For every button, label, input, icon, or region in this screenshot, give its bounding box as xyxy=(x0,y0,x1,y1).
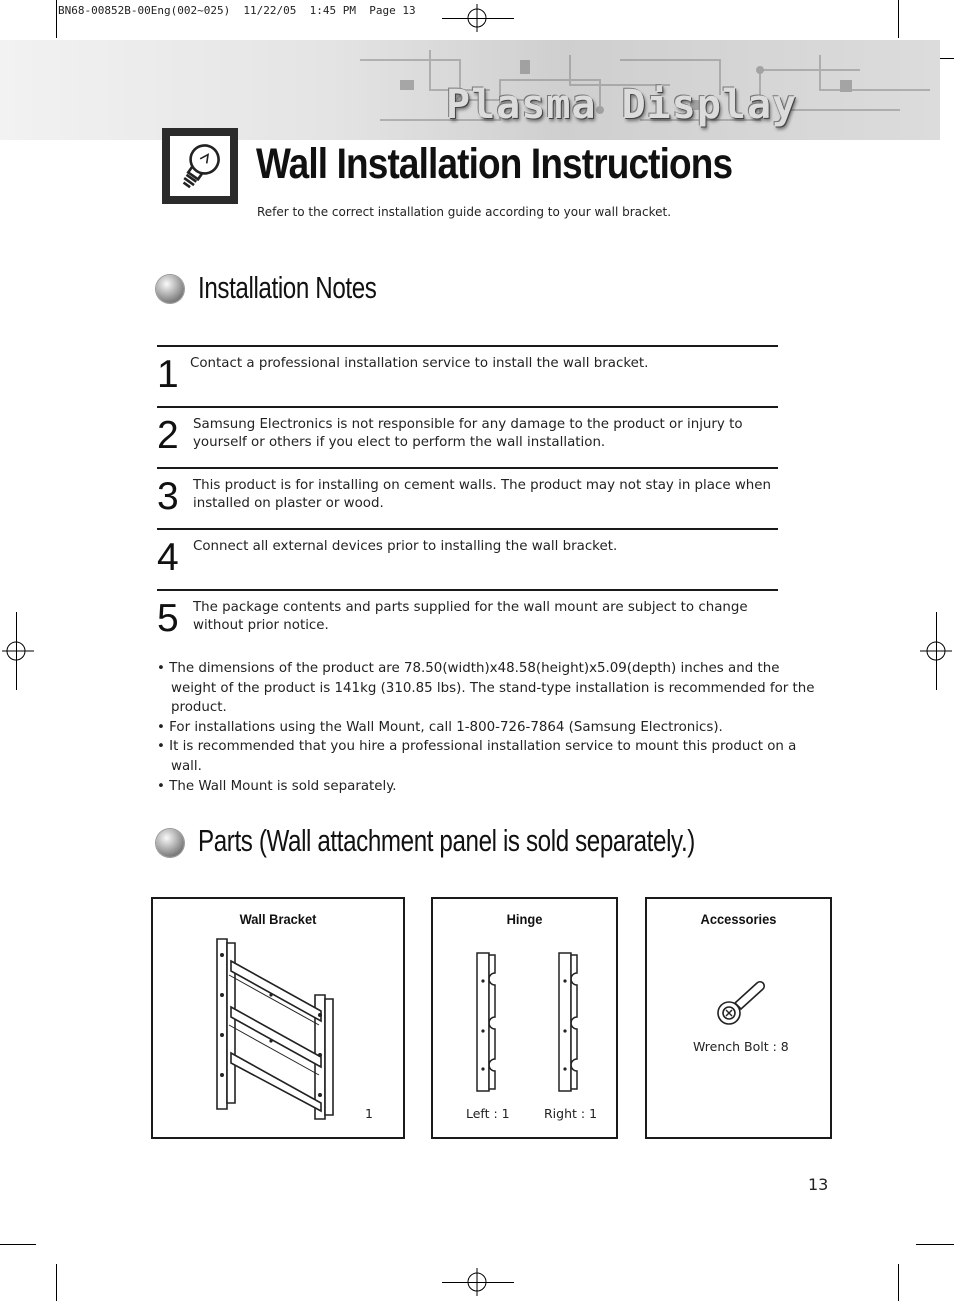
wall-bracket-title: Wall Bracket xyxy=(239,911,317,927)
installation-notes-list xyxy=(157,345,778,650)
wall-bracket-illustration xyxy=(211,935,341,1121)
note-text: Samsung Electronics is not responsible for any damage to the product or injury to yourself or others if you elect to perform the wall installation. xyxy=(193,417,743,450)
right-hinge-illustration xyxy=(551,951,587,1095)
note-number: 4 xyxy=(157,536,179,579)
bullet-item: • For installations using the Wall Mount, call 1-800-726-7864 (Samsung Electronics). xyxy=(157,719,723,735)
hinge-panel xyxy=(431,897,618,1139)
page-number: 13 xyxy=(808,1175,829,1194)
left-hinge-illustration xyxy=(469,951,505,1095)
print-slug: BN68-00852B-00Eng(002~025) 11/22/05 1:45 PM Page 13 xyxy=(58,4,416,17)
bullet-item: • The dimensions of the product are 78.50(width)x48.58(height)x5.09(depth) inches and the weight of the product is 141kg (310.85 lbs). The stand-type installation is recommended for the product. xyxy=(157,661,815,716)
lightbulb-icon xyxy=(170,136,230,196)
page-title: Wall Installation Instructions xyxy=(256,140,733,188)
bullet-item: • It is recommended that you hire a professional installation service to mount this product on a wall. xyxy=(157,739,797,774)
wall-bracket-panel xyxy=(151,897,405,1139)
sphere-bullet-icon xyxy=(156,829,184,857)
note-text: Connect all external devices prior to installing the wall bracket. xyxy=(193,539,618,554)
note-number: 5 xyxy=(157,597,179,640)
wrench-bolt-icon xyxy=(715,977,767,1027)
note-item xyxy=(157,467,778,528)
accessories-title: Accessories xyxy=(700,911,777,927)
note-item xyxy=(157,589,778,650)
note-text: The package contents and parts supplied for the wall mount are subject to change without prior notice. xyxy=(193,600,748,633)
left-hinge-label: Left : 1 xyxy=(466,1106,510,1121)
installation-notes-heading: Installation Notes xyxy=(198,270,377,305)
wall-bracket-quantity: 1 xyxy=(365,1106,373,1121)
note-item xyxy=(157,406,778,467)
bullet-item: • The Wall Mount is sold separately. xyxy=(157,778,397,794)
sphere-bullet-icon xyxy=(156,275,184,303)
note-number: 3 xyxy=(157,475,179,518)
right-hinge-label: Right : 1 xyxy=(544,1106,598,1121)
note-number: 1 xyxy=(157,353,179,396)
note-number: 2 xyxy=(157,414,179,457)
accessories-panel xyxy=(645,897,832,1139)
note-item xyxy=(157,345,778,406)
hinge-title: Hinge xyxy=(506,911,543,927)
note-item xyxy=(157,528,778,589)
note-text: This product is for installing on cement walls. The product may not stay in place when installed on plaster or wood. xyxy=(193,478,772,511)
note-text: Contact a professional installation service to install the wall bracket. xyxy=(190,356,649,371)
brand-title: Plasma Display xyxy=(446,82,798,128)
page-subtitle: Refer to the correct installation guide according to your wall bracket. xyxy=(257,205,672,219)
notes-bullet-list xyxy=(157,659,817,796)
wrench-bolt-label: Wrench Bolt : 8 xyxy=(693,1039,789,1054)
parts-heading: Parts (Wall attachment panel is sold separately.) xyxy=(198,823,695,858)
